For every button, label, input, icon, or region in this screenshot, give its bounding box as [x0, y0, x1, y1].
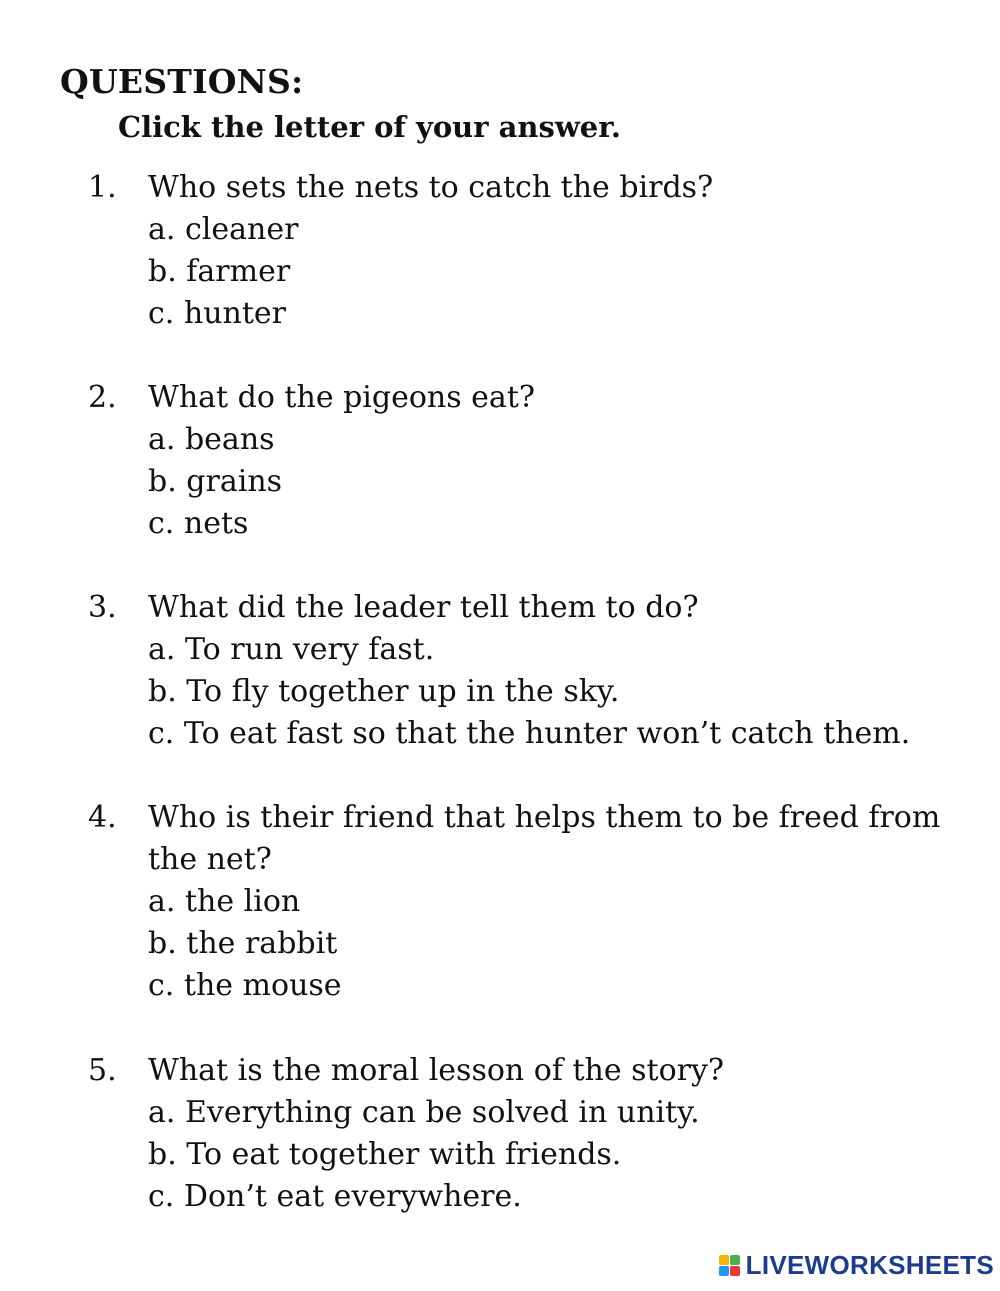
option-letter[interactable]: a.	[148, 422, 176, 457]
option-text: the rabbit	[186, 926, 338, 961]
answer-options	[148, 209, 968, 335]
option-letter[interactable]: a.	[148, 884, 176, 919]
question-3	[88, 587, 968, 755]
question-2	[88, 377, 968, 545]
answer-option-a[interactable]	[148, 881, 968, 923]
question-4	[88, 797, 968, 1007]
question-text: What do the pigeons eat?	[148, 380, 535, 415]
answer-option-c[interactable]	[148, 965, 968, 1007]
logo-square	[719, 1255, 729, 1265]
option-letter[interactable]: a.	[148, 1095, 176, 1130]
logo-square	[730, 1266, 740, 1276]
option-text: farmer	[186, 254, 291, 289]
option-text: To eat together with friends.	[186, 1137, 622, 1172]
option-letter[interactable]: a.	[148, 632, 176, 667]
logo-square	[719, 1266, 729, 1276]
answer-option-c[interactable]	[148, 293, 968, 335]
option-text: beans	[184, 422, 275, 457]
option-letter[interactable]: c.	[148, 716, 175, 751]
option-text: grains	[186, 464, 283, 499]
page-heading: QUESTIONS:	[60, 62, 304, 101]
answer-option-c[interactable]	[148, 503, 968, 545]
liveworksheets-logo-icon	[719, 1255, 740, 1276]
answer-options	[148, 1092, 968, 1218]
option-text: nets	[183, 506, 249, 541]
answer-option-b[interactable]	[148, 1134, 968, 1176]
option-text: To fly together up in the sky.	[186, 674, 620, 709]
option-text: the mouse	[183, 968, 342, 1003]
answer-option-c[interactable]	[148, 1176, 968, 1218]
question-5	[88, 1050, 968, 1218]
question-text: Who sets the nets to catch the birds?	[148, 170, 714, 205]
answer-option-b[interactable]	[148, 461, 968, 503]
option-letter[interactable]: c.	[148, 1179, 175, 1214]
answer-option-a[interactable]	[148, 209, 968, 251]
answer-option-a[interactable]	[148, 419, 968, 461]
answer-options	[148, 881, 968, 1007]
answer-option-b[interactable]	[148, 671, 968, 713]
answer-option-a[interactable]	[148, 629, 968, 671]
question-number: 5.	[88, 1053, 117, 1088]
answer-options	[148, 419, 968, 545]
option-letter[interactable]: c.	[148, 506, 175, 541]
option-letter[interactable]: b.	[148, 254, 177, 289]
answer-option-b[interactable]	[148, 923, 968, 965]
logo-square	[730, 1255, 740, 1265]
question-text: What is the moral lesson of the story?	[148, 1053, 725, 1088]
answer-option-a[interactable]	[148, 1092, 968, 1134]
brand-name: LIVEWORKSHEETS	[745, 1250, 994, 1280]
option-letter[interactable]: c.	[148, 968, 175, 1003]
option-text: To run very fast.	[184, 632, 435, 667]
question-number: 4.	[88, 800, 117, 835]
option-letter[interactable]: b.	[148, 674, 177, 709]
option-letter[interactable]: b.	[148, 464, 177, 499]
option-letter[interactable]: b.	[148, 926, 177, 961]
liveworksheets-brand	[719, 1250, 994, 1281]
answer-option-c[interactable]	[148, 713, 968, 755]
option-letter[interactable]: b.	[148, 1137, 177, 1172]
instruction-text: Click the letter of your answer.	[118, 110, 621, 144]
answer-option-b[interactable]	[148, 251, 968, 293]
option-text: Don’t eat everywhere.	[183, 1179, 522, 1214]
option-letter[interactable]: c.	[148, 296, 175, 331]
option-text: hunter	[183, 296, 287, 331]
question-text: Who is their friend that helps them to be freed from the net?	[148, 800, 941, 877]
answer-options	[148, 629, 968, 755]
question-text: What did the leader tell them to do?	[148, 590, 699, 625]
option-text: To eat fast so that the hunter won’t catch them.	[183, 716, 911, 751]
option-text: cleaner	[184, 212, 299, 247]
option-text: the lion	[184, 884, 301, 919]
question-number: 3.	[88, 590, 117, 625]
question-1	[88, 167, 968, 335]
option-text: Everything can be solved in unity.	[184, 1095, 700, 1130]
question-number: 2.	[88, 380, 117, 415]
question-number: 1.	[88, 170, 117, 205]
option-letter[interactable]: a.	[148, 212, 176, 247]
